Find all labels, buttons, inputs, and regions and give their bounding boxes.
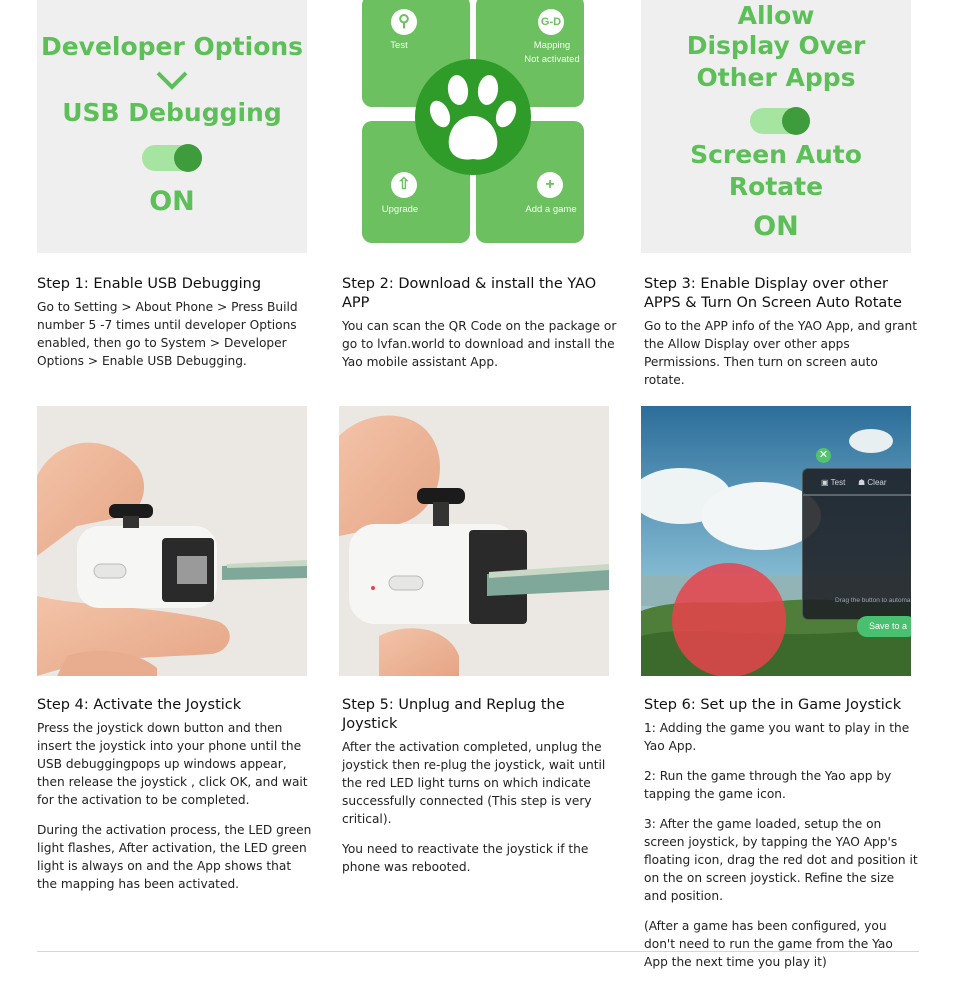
step-4-body xyxy=(37,719,312,905)
usb-debugging-text: USB Debugging xyxy=(62,98,282,127)
mapping-icon: G-D xyxy=(538,9,564,35)
step-1-paragraph: Go to Setting > About Phone > Press Build number 5 -7 times until developer Options enabled, then go to System > Developer Options > Enable USB Debugging. xyxy=(37,300,298,368)
display-over-toggle xyxy=(750,108,810,134)
overlay-divider xyxy=(803,494,911,496)
display-over-text: Display Over xyxy=(686,31,866,60)
step-2-body xyxy=(342,317,617,383)
step-2-paragraph: You can scan the QR Code on the package or go to lvfan.world to download and install the Yao mobile assistant App. xyxy=(342,319,617,369)
mapping-status-label: Not activated xyxy=(524,54,580,65)
step-3-body xyxy=(644,317,919,401)
upgrade-tile-label: Upgrade xyxy=(381,204,419,215)
hand-with-joystick-replug-drawing xyxy=(339,406,609,676)
chevron-down-icon xyxy=(155,70,189,92)
test-menu-item[interactable]: ▣ Test xyxy=(821,478,846,487)
display-over-apps-illustration xyxy=(641,0,911,253)
test-menu-label: Test xyxy=(830,478,846,487)
add-game-tile-label: Add a game xyxy=(525,204,577,215)
step-6-title: Step 6: Set up the in Game Joystick xyxy=(644,697,902,713)
allow-text: Allow xyxy=(737,1,815,30)
other-apps-text: Other Apps xyxy=(696,63,856,92)
hand-with-joystick-drawing xyxy=(37,406,307,676)
joystick-icon: ⚲ xyxy=(391,9,417,35)
joystick-activation-photo xyxy=(37,406,307,676)
step-5-paragraph-1: After the activation completed, unplug the joystick then re-plug the joystick, wait until the red LED light turns on which indicate successfully connected (This step is very critical). xyxy=(342,740,606,826)
yao-app-screen-illustration xyxy=(355,0,625,248)
step-6-body xyxy=(644,719,919,983)
step-3-title: Step 3: Enable Display over other APPS & Turn On Screen Auto Rotate xyxy=(644,276,902,311)
clear-menu-item[interactable]: ☗ Clear xyxy=(858,478,887,487)
step-3-paragraph: Go to the APP info of the YAO App, and grant the Allow Display over other apps Permissions. Then turn on screen auto rotate. xyxy=(644,319,918,387)
step-2-title: Step 2: Download & install the YAO APP xyxy=(342,276,597,311)
bottom-divider xyxy=(37,951,919,952)
drag-hint-text: Drag the button to automa xyxy=(835,597,911,604)
step-5-title: Step 5: Unplug and Replug the Joystick xyxy=(342,697,565,732)
step-1-body xyxy=(37,298,312,382)
step-1-title: Step 1: Enable USB Debugging xyxy=(37,276,262,292)
paw-logo-icon xyxy=(414,58,532,176)
step-6-paragraph-3: 3: After the game loaded, setup the on screen joystick, by tapping the YAO App's floating icon, drag the red dot and position it on the on screen joystick. Refine the size and position. xyxy=(644,817,918,903)
usb-debugging-illustration xyxy=(37,0,307,253)
step-6-paragraph-2: 2: Run the game through the Yao app by tapping the game icon. xyxy=(644,769,892,801)
upgrade-arrow-icon: ⇧ xyxy=(391,172,417,198)
red-joystick-dot xyxy=(672,563,786,676)
mapping-overlay-panel xyxy=(802,468,911,620)
step-4-paragraph-1: Press the joystick down button and then insert the joystick into your phone until the USB debuggingpops up windows appear, then release the joystick , click OK, and wait for the activation to be completed. xyxy=(37,721,308,807)
step-4-title: Step 4: Activate the Joystick xyxy=(37,697,242,713)
usb-on-label: ON xyxy=(149,186,195,217)
plus-icon: + xyxy=(537,172,563,198)
clear-menu-label: Clear xyxy=(867,478,887,487)
step-4-paragraph-2: During the activation process, the LED green light flashes, After activation, the LED green light is always on and the App shows that the mapping has been activated. xyxy=(37,823,312,891)
joystick-replug-photo xyxy=(339,406,609,676)
step-6-paragraph-1: 1: Adding the game you want to play in the Yao App. xyxy=(644,721,910,753)
save-button[interactable]: Save to a xyxy=(857,616,911,637)
step-5-paragraph-2: You need to reactivate the joystick if the phone was rebooted. xyxy=(342,842,589,874)
rotate-text: Rotate xyxy=(728,172,824,201)
auto-rotate-on-label: ON xyxy=(753,211,799,242)
screen-auto-text: Screen Auto xyxy=(690,140,862,169)
step-5-body xyxy=(342,738,617,888)
step-6-paragraph-4: (After a game has been configured, you don't need to run the game from the Yao App the next time you play it) xyxy=(644,919,893,969)
developer-options-text: Developer Options xyxy=(40,32,304,61)
close-button[interactable]: ✕ xyxy=(816,448,831,463)
test-tile-label: Test xyxy=(390,40,408,51)
game-joystick-setup-screenshot xyxy=(641,406,911,676)
mapping-tile-label: Mapping xyxy=(533,40,571,51)
usb-debugging-toggle xyxy=(142,145,202,171)
